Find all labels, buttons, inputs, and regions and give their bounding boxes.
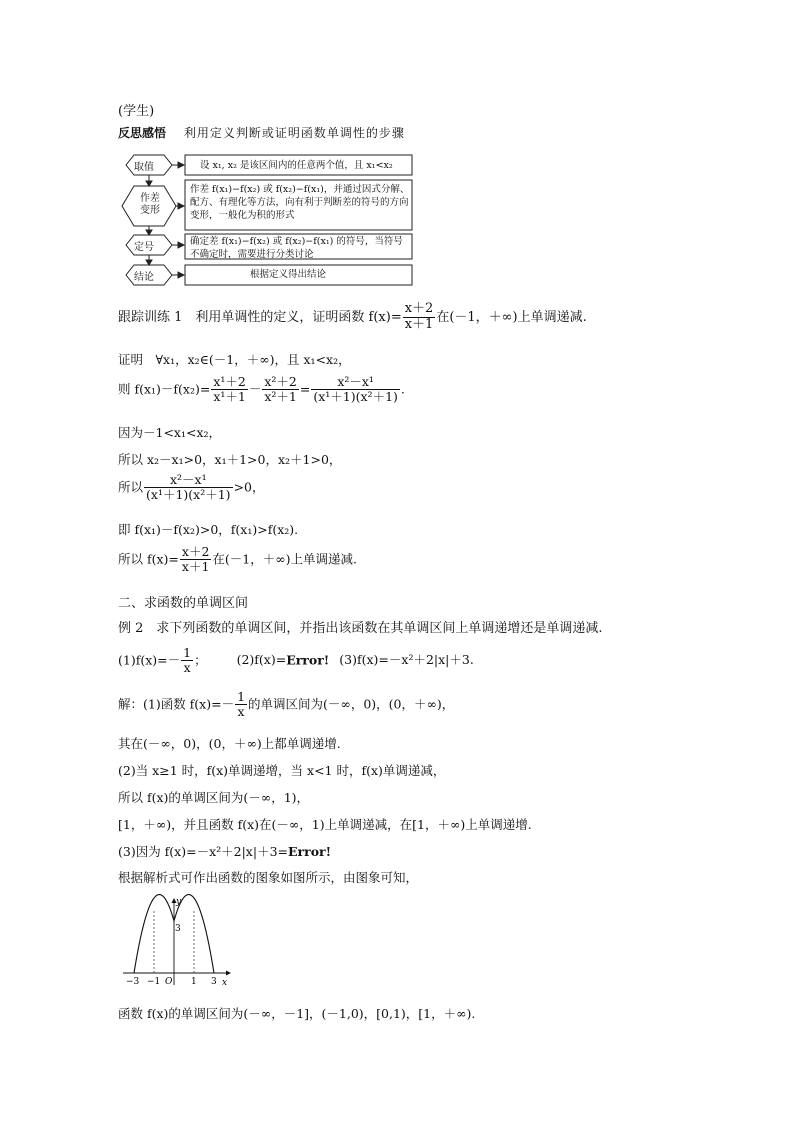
sol6-pre: (3)因为 f(x)=－x²＋2|x|＋3= (118, 844, 288, 859)
proof-line-5 (118, 473, 265, 503)
flow-step-3: 定号 (134, 242, 154, 253)
part1-frac (181, 646, 193, 676)
proof-f5-num: x＋2 (181, 544, 210, 559)
sol1-den: x (237, 704, 245, 720)
function-graph (118, 893, 238, 991)
training-frac-den: x＋1 (404, 316, 434, 332)
part1-post: ； (194, 652, 207, 668)
tick-label-0: −3 (126, 977, 140, 987)
solution-line-1 (118, 690, 454, 720)
proof-l2-end: . (400, 381, 405, 397)
proof-line-4: 所以 x₂－x₁>0，x₁＋1>0，x₂＋1>0， (118, 452, 342, 467)
part1-pre: (1)f(x)=－ (118, 652, 181, 668)
value-3-label: 3 (175, 924, 181, 934)
proof-line-6: 即 f(x₁)－f(x₂)>0，f(x₁)>f(x₂). (118, 522, 299, 537)
proof-line-3: 因为－1<x₁<x₂， (118, 425, 222, 440)
proof-line-7 (118, 545, 357, 575)
sol1-post: 的单调区间为(－∞，0)，(0，＋∞)， (248, 696, 455, 712)
part2-error: Error! (286, 652, 330, 668)
sol6-error: Error! (288, 844, 332, 859)
proof-l2-eq: = (299, 381, 311, 397)
proof-frac-1 (211, 375, 248, 405)
section2-title: 二、求函数的单调区间 (118, 596, 249, 611)
x-label: x (222, 978, 228, 988)
training-line (118, 302, 587, 333)
proof-l7-pre: 所以 f(x)= (118, 551, 179, 567)
example2-text: 例 2 求下列函数的单调区间，并指出该函数在其单调区间上单调递增还是单调递减. (118, 621, 603, 636)
solution-line-6 (118, 842, 331, 860)
solution-line-8: 函数 f(x)的单调区间为(－∞，－1]，(－1,0)，[0,1)，[1，＋∞). (118, 1006, 476, 1021)
tick-label-1: −1 (147, 977, 161, 987)
proof-frac-3 (311, 375, 400, 405)
solution-line-7: 根据解析式可作出函数的图象如图所示，由图象可知， (118, 870, 419, 885)
reflect-title: 利用定义判断或证明函数单调性的步骤 (183, 126, 405, 140)
proof-l2-mid: － (248, 381, 262, 397)
sol1-frac (235, 690, 247, 720)
solution-line-4: 所以 f(x)的单调区间为(－∞，1)， (118, 790, 310, 805)
proof-line-2 (118, 375, 405, 405)
proof-f3-num: x²－x¹ (311, 375, 400, 390)
solution-line-3: (2)当 x≥1 时，f(x)单调递增，当 x<1 时，f(x)单调递减， (118, 763, 446, 778)
proof-l5-post: >0， (233, 479, 265, 495)
part1-den: x (183, 660, 191, 676)
proof-l2-pre: 则 f(x₁)－f(x₂)= (118, 381, 211, 397)
flow-text-4: 根据定义得出结论 (250, 269, 327, 280)
sol1-num: 1 (237, 689, 246, 704)
part3-text: (3)f(x)=－x²＋2|x|＋3. (339, 652, 474, 668)
tick-label-2: 1 (191, 977, 197, 987)
flow-text-1: 设 x₁, x₂ 是该区间内的任意两个值，且 x₁<x₂ (200, 160, 393, 171)
example2-parts (118, 646, 474, 676)
proof-f3-den: (x¹＋1)(x²＋1) (313, 389, 398, 405)
sol1-pre: 解：(1)函数 f(x)=－ (118, 696, 235, 712)
flow-text-2: 作差 f(x₁)−f(x₂) 或 f(x₂)−f(x₁)，并通过因式分解、配方、有理化等方法，向有利于判断差的符号的方向变形，一般化为积的形式 (190, 184, 410, 221)
y-label: y (176, 897, 182, 907)
flow-step-1: 取值 (134, 162, 154, 173)
student-tag: (学生) (118, 104, 155, 119)
x-axis-arrow (226, 971, 231, 976)
part2-text: (2)f(x)= (236, 652, 287, 668)
proof-l5-pre: 所以 (118, 479, 144, 495)
reflect-label: 反思感悟 (118, 126, 167, 140)
flow-step-4: 结论 (134, 272, 154, 283)
tick-label-3: 3 (211, 977, 217, 987)
proof-f4-num: x²－x¹ (144, 473, 233, 488)
flow-text-3: 确定差 f(x₁)−f(x₂) 或 f(x₂)−f(x₁) 的符号，当符号不确定时，需要进行分类讨论 (190, 236, 403, 260)
proof-f1-den: x¹＋1 (213, 389, 246, 405)
proof-frac-2 (262, 375, 299, 405)
proof-frac-4 (144, 473, 233, 503)
solution-line-2: 其在(－∞，0)，(0，＋∞)上都单调递增. (118, 736, 341, 751)
proof-l7-post: 在(－1，＋∞)上单调递减. (212, 551, 357, 567)
proof-frac-5 (180, 545, 212, 575)
flow-right-arrows (172, 162, 184, 278)
proof-line-1: 证明 ∀x₁，x₂∈(－1，＋∞)，且 x₁<x₂， (118, 352, 351, 367)
proof-f2-den: x²＋1 (264, 389, 297, 405)
proof-f2-num: x²＋2 (264, 374, 297, 389)
training-post: 在(－1，＋∞)上单调递减. (436, 309, 587, 325)
reflect-heading (118, 124, 405, 141)
proof-f4-den: (x¹＋1)(x²＋1) (146, 487, 231, 503)
training-fraction (403, 302, 436, 333)
training-frac-num: x＋2 (404, 301, 434, 316)
proof-f5-den: x＋1 (181, 559, 210, 575)
origin-label: O (165, 977, 173, 987)
flow-step-2: 作差变形 (140, 193, 160, 216)
solution-line-5: [1，＋∞)，并且函数 f(x)在(－∞，1)上单调递减，在[1，＋∞)上单调递增. (118, 817, 532, 832)
part1-num: 1 (183, 645, 192, 660)
training-pre: 跟踪训练 1 利用单调性的定义，证明函数 f(x)= (118, 309, 402, 325)
proof-f1-num: x¹＋2 (213, 374, 246, 389)
